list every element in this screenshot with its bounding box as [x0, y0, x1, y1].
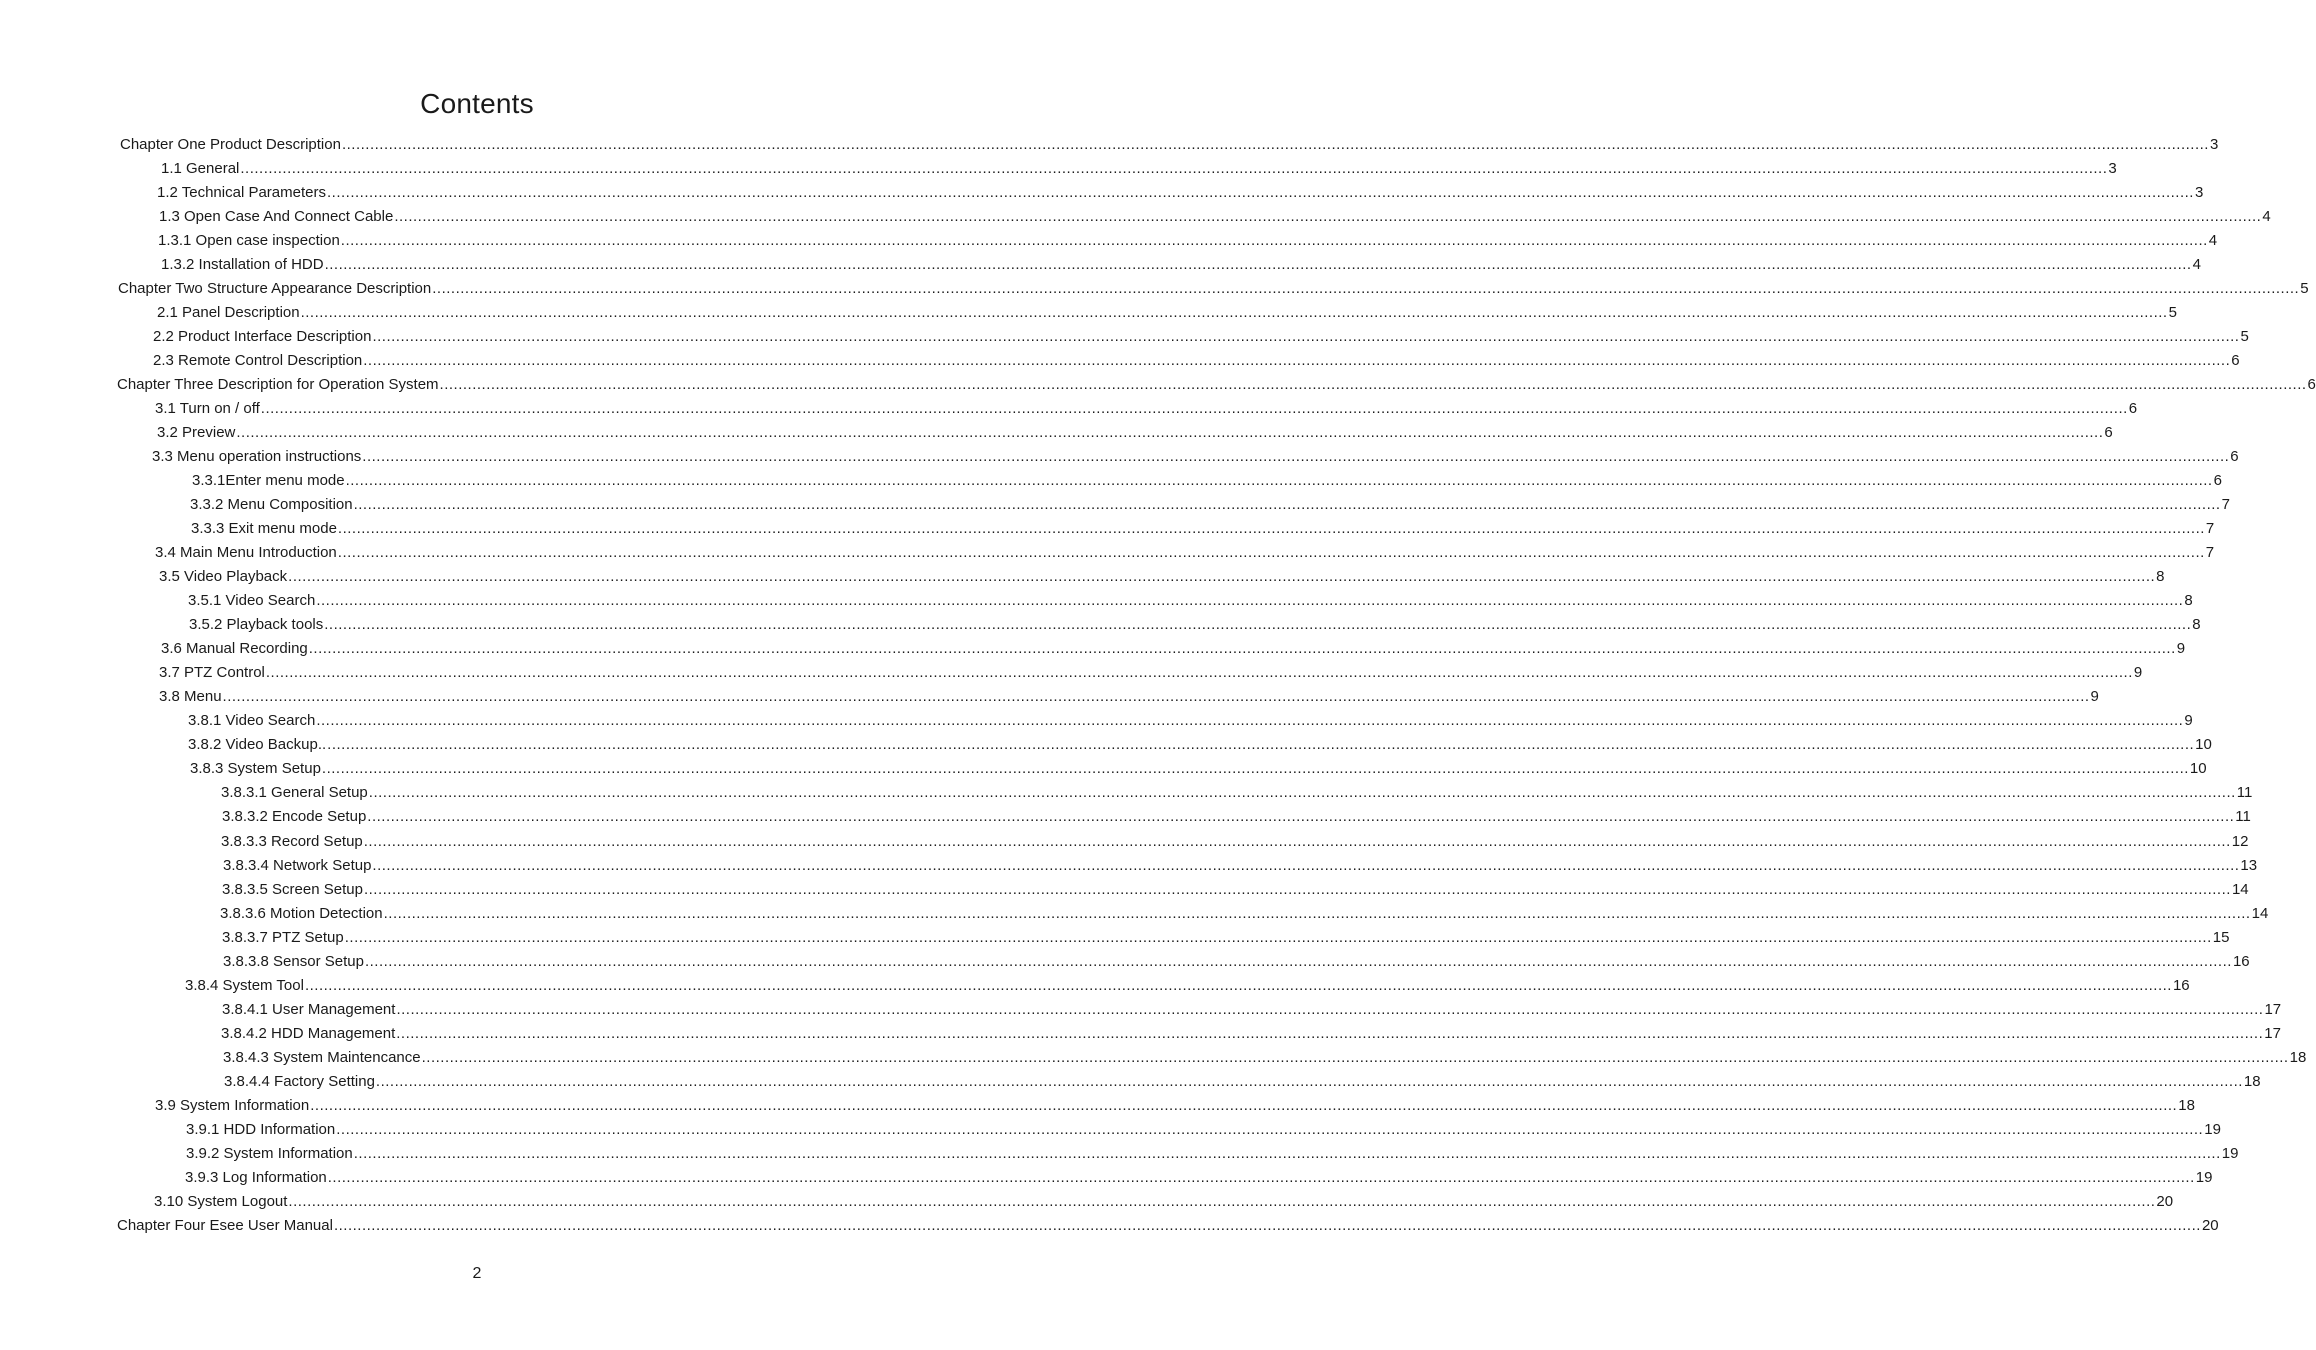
toc-leader-dots: ................................................................................................................................................................................................................................................................................................................................................................................................................	[421, 1049, 2289, 1066]
toc-entry[interactable]	[155, 397, 2138, 421]
toc-entry-page: 18	[2178, 1097, 2195, 1114]
toc-entry[interactable]	[159, 661, 2143, 685]
toc-entry-page: 7	[2205, 520, 2215, 537]
toc-entry-label: 3.6 Manual Recording	[161, 640, 308, 657]
toc-entry[interactable]	[190, 493, 2230, 517]
toc-entry-page: 14	[2251, 905, 2269, 922]
toc-leader-dots: ................................................................................................................................................................................................................................................................................................................................................................................................................	[341, 136, 2209, 153]
toc-entry-page: 6	[2231, 352, 2240, 369]
toc-leader-dots: ................................................................................................................................................................................................................................................................................................................................................................................................................	[344, 929, 2212, 946]
toc-entry-page: 19	[2204, 1121, 2221, 1138]
toc-leader-dots: ................................................................................................................................................................................................................................................................................................................................................................................................................	[363, 881, 2231, 898]
toc-entry-label: Chapter Four Esee User Manual	[117, 1217, 333, 1234]
toc-entry[interactable]	[154, 1190, 2174, 1214]
toc-leader-dots: ................................................................................................................................................................................................................................................................................................................................................................................................................	[337, 544, 2205, 561]
toc-entry-page: 9	[2090, 688, 2099, 705]
toc-leader-dots: ................................................................................................................................................................................................................................................................................................................................................................................................................	[333, 1217, 2201, 1234]
toc-entry-label: 1.3 Open Case And Connect Cable	[159, 208, 394, 225]
toc-entry-label: 3.8.3.2 Encode Setup	[222, 808, 367, 825]
toc-entry-page: 4	[2208, 232, 2218, 249]
toc-entry[interactable]	[220, 902, 2269, 926]
toc-entry[interactable]	[118, 277, 2309, 301]
toc-entry[interactable]	[157, 181, 2204, 205]
toc-entry-page: 13	[2240, 857, 2258, 874]
toc-leader-dots: ................................................................................................................................................................................................................................................................................................................................................................................................................	[316, 592, 2184, 609]
toc-leader-dots: ................................................................................................................................................................................................................................................................................................................................................................................................................	[353, 496, 2221, 513]
toc-entry-page: 4	[2262, 208, 2271, 225]
toc-leader-dots: ................................................................................................................................................................................................................................................................................................................................................................................................................	[288, 568, 2156, 585]
toc-leader-dots: ................................................................................................................................................................................................................................................................................................................................................................................................................	[260, 400, 2128, 417]
toc-entry-page: 16	[2232, 953, 2250, 970]
toc-entry-label: 3.10 System Logout	[154, 1193, 288, 1210]
toc-leader-dots: ................................................................................................................................................................................................................................................................................................................................................................................................................	[394, 208, 2262, 225]
toc-entry-page: 4	[2192, 256, 2201, 273]
toc-entry-label: 3.3 Menu operation instructions	[152, 448, 362, 465]
toc-leader-dots: ................................................................................................................................................................................................................................................................................................................................................................................................................	[432, 280, 2300, 297]
toc-entry-page: 8	[2156, 568, 2165, 585]
toc-entry[interactable]	[153, 349, 2240, 373]
toc-leader-dots: ................................................................................................................................................................................................................................................................................................................................................................................................................	[364, 953, 2232, 970]
toc-leader-dots: ................................................................................................................................................................................................................................................................................................................................................................................................................	[353, 1145, 2221, 1162]
toc-entry-page: 19	[2195, 1169, 2213, 1186]
toc-entry-label: 3.8.1 Video Search	[188, 712, 316, 729]
toc-entry[interactable]	[186, 1142, 2239, 1166]
toc-entry-label: 1.1 General	[161, 160, 240, 177]
toc-entry-label: Chapter Three Description for Operation System	[117, 376, 439, 393]
toc-entry[interactable]	[223, 1046, 2307, 1070]
toc-entry[interactable]	[117, 1214, 2219, 1238]
toc-entry[interactable]	[157, 301, 2177, 325]
toc-entry-label: 3.8.3.7 PTZ Setup	[222, 929, 344, 946]
toc-entry-page: 9	[2176, 640, 2186, 657]
toc-entry-label: 3.8.4.1 User Management	[222, 1001, 396, 1018]
toc-entry-label: 3.8.4.4 Factory Setting	[224, 1073, 375, 1090]
toc-entry-label: 3.8.3.3 Record Setup	[221, 833, 363, 850]
toc-entry[interactable]	[190, 757, 2207, 781]
page-number: 2	[472, 1265, 482, 1282]
toc-entry[interactable]	[221, 1022, 2281, 1046]
toc-entry[interactable]	[191, 517, 2215, 541]
toc-entry-page: 3	[2209, 136, 2219, 153]
toc-entry-page: 11	[2236, 784, 2253, 801]
toc-entry-label: Chapter Two Structure Appearance Description	[118, 280, 432, 297]
toc-entry-label: 1.2 Technical Parameters	[157, 184, 326, 201]
toc-entry-page: 9	[2184, 712, 2193, 729]
toc-entry-label: 3.3.1Enter menu mode	[192, 472, 345, 489]
toc-entry[interactable]	[152, 445, 2239, 469]
toc-leader-dots: ................................................................................................................................................................................................................................................................................................................................................................................................................	[368, 784, 2236, 801]
toc-entry-page: 20	[2201, 1217, 2219, 1234]
toc-leader-dots: ................................................................................................................................................................................................................................................................................................................................................................................................................	[372, 328, 2240, 345]
toc-leader-dots: ................................................................................................................................................................................................................................................................................................................................................................................................................	[300, 304, 2168, 321]
toc-entry[interactable]	[223, 854, 2258, 878]
toc-entry[interactable]	[188, 709, 2193, 733]
toc-entry[interactable]	[222, 926, 2230, 950]
toc-entry[interactable]	[155, 1094, 2195, 1118]
toc-entry-label: 3.8.3.1 General Setup	[221, 784, 368, 801]
toc-entry[interactable]	[159, 685, 2099, 709]
toc-entry-page: 7	[2221, 496, 2230, 513]
toc-entry-label: 1.3.2 Installation of HDD	[161, 256, 324, 273]
toc-entry-label: 3.9 System Information	[155, 1097, 310, 1114]
toc-leader-dots: ................................................................................................................................................................................................................................................................................................................................................................................................................	[375, 1073, 2243, 1090]
toc-entry-label: 1.3.1 Open case inspection	[158, 232, 340, 249]
toc-entry-label: 3.8.3.4 Network Setup	[223, 857, 372, 874]
toc-entry-page: 9	[2133, 664, 2143, 681]
toc-leader-dots: ................................................................................................................................................................................................................................................................................................................................................................................................................	[336, 1121, 2204, 1138]
toc-entry-page: 20	[2156, 1193, 2174, 1210]
toc-entry-label: 2.3 Remote Control Description	[153, 352, 363, 369]
toc-entry[interactable]	[189, 613, 2201, 637]
toc-leader-dots: ................................................................................................................................................................................................................................................................................................................................................................................................................	[324, 256, 2192, 273]
toc-entry-page: 18	[2243, 1073, 2261, 1090]
toc-entry[interactable]	[222, 998, 2282, 1022]
toc-entry[interactable]	[158, 229, 2218, 253]
toc-entry-page: 7	[2205, 544, 2215, 561]
toc-entry-label: 3.5.1 Video Search	[188, 592, 316, 609]
toc-entry-label: Chapter One Product Description	[120, 136, 341, 153]
toc-entry[interactable]	[157, 421, 2113, 445]
toc-entry-label: 3.8.4.2 HDD Management	[221, 1025, 396, 1042]
toc-entry-label: 3.8.2 Video Backup..	[188, 736, 327, 753]
toc-entry-page: 17	[2264, 1025, 2281, 1042]
toc-entry-label: 3.3.3 Exit menu mode	[191, 520, 337, 537]
toc-entry-page: 8	[2184, 592, 2193, 609]
toc-leader-dots: ................................................................................................................................................................................................................................................................................................................................................................................................................	[372, 857, 2240, 874]
toc-entry-page: 6	[2307, 376, 2316, 393]
toc-leader-dots: ................................................................................................................................................................................................................................................................................................................................................................................................................	[240, 160, 2108, 177]
toc-leader-dots: ................................................................................................................................................................................................................................................................................................................................................................................................................	[222, 688, 2090, 705]
toc-entry-page: 12	[2231, 833, 2249, 850]
toc-leader-dots: ................................................................................................................................................................................................................................................................................................................................................................................................................	[316, 712, 2184, 729]
toc-entry-label: 2.1 Panel Description	[157, 304, 300, 321]
toc-entry-page: 5	[2168, 304, 2177, 321]
toc-entry[interactable]	[161, 637, 2186, 661]
toc-entry-page: 8	[2192, 616, 2201, 633]
toc-entry-page: 18	[2289, 1049, 2307, 1066]
toc-leader-dots: ................................................................................................................................................................................................................................................................................................................................................................................................................	[236, 424, 2104, 441]
toc-entry-page: 14	[2231, 881, 2249, 898]
toc-entry-page: 6	[2213, 472, 2222, 489]
toc-leader-dots: ................................................................................................................................................................................................................................................................................................................................................................................................................	[396, 1025, 2264, 1042]
toc-leader-dots: ................................................................................................................................................................................................................................................................................................................................................................................................................	[340, 232, 2208, 249]
toc-entry[interactable]	[188, 733, 2212, 757]
toc-entry[interactable]	[120, 133, 2219, 157]
toc-leader-dots: ................................................................................................................................................................................................................................................................................................................................................................................................................	[362, 448, 2230, 465]
toc-entry[interactable]	[223, 950, 2250, 974]
toc-entry-label: 3.2 Preview	[157, 424, 236, 441]
toc-leader-dots: ................................................................................................................................................................................................................................................................................................................................................................................................................	[310, 1097, 2178, 1114]
toc-leader-dots: ................................................................................................................................................................................................................................................................................................................................................................................................................	[327, 1169, 2195, 1186]
toc-entry[interactable]	[185, 974, 2190, 998]
toc-leader-dots: ................................................................................................................................................................................................................................................................................................................................................................................................................	[345, 472, 2213, 489]
toc-entry[interactable]	[221, 781, 2253, 805]
toc-entry-label: 3.1 Turn on / off	[155, 400, 260, 417]
toc-entry[interactable]	[188, 589, 2193, 613]
toc-leader-dots: ................................................................................................................................................................................................................................................................................................................................................................................................................	[326, 184, 2194, 201]
toc-entry-page: 10	[2195, 736, 2212, 753]
toc-entry-page: 6	[2104, 424, 2113, 441]
toc-leader-dots: ................................................................................................................................................................................................................................................................................................................................................................................................................	[304, 977, 2172, 994]
toc-entry-label: 3.9.3 Log Information	[185, 1169, 327, 1186]
toc-entry-label: 3.5 Video Playback	[159, 568, 288, 585]
toc-entry[interactable]	[117, 373, 2316, 397]
toc-entry-page: 6	[2128, 400, 2138, 417]
toc-entry-page: 5	[2300, 280, 2309, 297]
toc-entry-page: 3	[2108, 160, 2117, 177]
toc-entry-label: 3.8.3.6 Motion Detection	[220, 905, 383, 922]
toc-entry[interactable]	[185, 1166, 2213, 1190]
toc-entry[interactable]	[221, 830, 2249, 854]
toc-entry[interactable]	[186, 1118, 2221, 1142]
toc-entry-page: 5	[2240, 328, 2249, 345]
toc-entry-label: 3.5.2 Playback tools	[189, 616, 324, 633]
toc-entry[interactable]	[222, 805, 2251, 829]
toc-entry-label: 3.8.3.5 Screen Setup	[222, 881, 363, 898]
toc-entry-label: 2.2 Product Interface Description	[153, 328, 372, 345]
toc-entry-page: 15	[2212, 929, 2230, 946]
toc-entry-label: 3.3.2 Menu Composition	[190, 496, 353, 513]
toc-entry[interactable]	[161, 157, 2117, 181]
toc-entry[interactable]	[192, 469, 2222, 493]
toc-leader-dots: ................................................................................................................................................................................................................................................................................................................................................................................................................	[265, 664, 2133, 681]
toc-entry-label: 3.9.1 HDD Information	[186, 1121, 336, 1138]
toc-entry-page: 19	[2221, 1145, 2239, 1162]
toc-entry-page: 10	[2189, 760, 2207, 777]
toc-entry-label: 3.7 PTZ Control	[159, 664, 265, 681]
toc-entry-page: 3	[2194, 184, 2204, 201]
toc-entry[interactable]	[153, 325, 2249, 349]
toc-leader-dots: ................................................................................................................................................................................................................................................................................................................................................................................................................	[327, 736, 2195, 753]
toc-entry-label: 3.8 Menu	[159, 688, 222, 705]
toc-leader-dots: ................................................................................................................................................................................................................................................................................................................................................................................................................	[321, 760, 2189, 777]
toc-entry[interactable]	[222, 878, 2249, 902]
toc-entry-page: 16	[2172, 977, 2190, 994]
toc-leader-dots: ................................................................................................................................................................................................................................................................................................................................................................................................................	[367, 808, 2235, 825]
toc-leader-dots: ................................................................................................................................................................................................................................................................................................................................................................................................................	[363, 352, 2231, 369]
toc-entry-label: 3.8.3.8 Sensor Setup	[223, 953, 364, 970]
toc-entry-page: 17	[2264, 1001, 2282, 1018]
toc-leader-dots: ................................................................................................................................................................................................................................................................................................................................................................................................................	[308, 640, 2176, 657]
toc-leader-dots: ................................................................................................................................................................................................................................................................................................................................................................................................................	[439, 376, 2307, 393]
toc-leader-dots: ................................................................................................................................................................................................................................................................................................................................................................................................................	[337, 520, 2205, 537]
toc-entry-label: 3.4 Main Menu Introduction	[155, 544, 337, 561]
toc-entry-label: 3.8.4.3 System Maintencance	[223, 1049, 421, 1066]
toc-entry-label: 3.9.2 System Information	[186, 1145, 353, 1162]
toc-entry[interactable]	[159, 565, 2165, 589]
toc-leader-dots: ................................................................................................................................................................................................................................................................................................................................................................................................................	[324, 616, 2192, 633]
toc-leader-dots: ................................................................................................................................................................................................................................................................................................................................................................................................................	[396, 1001, 2264, 1018]
toc-entry-page: 11	[2235, 808, 2251, 825]
toc-entry[interactable]	[159, 205, 2271, 229]
toc-leader-dots: ................................................................................................................................................................................................................................................................................................................................................................................................................	[363, 833, 2231, 850]
toc-entry[interactable]	[161, 253, 2201, 277]
toc-entry-label: 3.8.4 System Tool	[185, 977, 304, 994]
page-title: Contents	[420, 88, 534, 119]
toc-entry-page: 6	[2230, 448, 2239, 465]
toc-entry[interactable]	[155, 541, 2215, 565]
toc-entry[interactable]	[224, 1070, 2261, 1094]
toc-entry-label: 3.8.3 System Setup	[190, 760, 321, 777]
toc-leader-dots: ................................................................................................................................................................................................................................................................................................................................................................................................................	[383, 905, 2251, 922]
toc-leader-dots: ................................................................................................................................................................................................................................................................................................................................................................................................................	[288, 1193, 2156, 1210]
